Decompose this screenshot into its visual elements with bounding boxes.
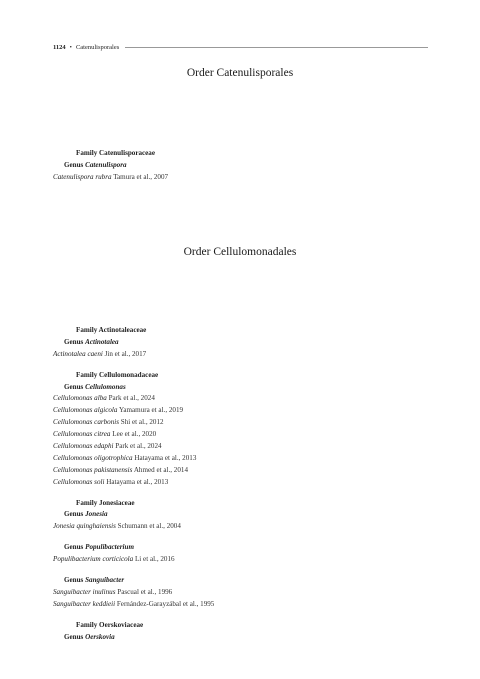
- species-entry: Cellulomonas edaphi Park et al., 2024: [53, 442, 162, 451]
- family-heading: Family Cellulomonadaceae: [76, 370, 159, 379]
- family-heading: Family Actinotaleaceae: [76, 326, 147, 334]
- species-entry: Actinotalea caeni Jin et al., 2017: [53, 349, 147, 358]
- page-number: 1124: [53, 43, 66, 51]
- header-rule: [125, 47, 428, 48]
- genus-heading: Genus Jonesia: [64, 510, 108, 519]
- species-entry: Cellulomonas alba Park et al., 2024: [53, 394, 155, 403]
- taxon-list-catenulisporales: [53, 148, 433, 184]
- species-entry: Cellulomonas pakistanensis Ahmed et al., 2014: [53, 465, 188, 474]
- genus-heading: Genus Oerskovia: [64, 632, 115, 641]
- running-header: [53, 42, 428, 52]
- species-entry: Sanguibacter keddieii Fernández-Garayzábal et al., 1995: [53, 599, 215, 608]
- genus-heading: Genus Populibacterium: [64, 543, 134, 552]
- family-heading: Family Catenulisporaceae: [76, 149, 156, 157]
- taxon-list-cellulomonadales: [53, 325, 433, 643]
- header-separator: •: [69, 43, 72, 51]
- species-entry: Cellulomonas oligotrophica Hatayama et al., 2013: [53, 453, 197, 462]
- species-entry: Populibacterium corticicola Li et al., 2016: [53, 555, 175, 564]
- species-entry: Sanguibacter inulinus Pascual et al., 1996: [53, 587, 173, 596]
- order-title: Order Cellulomonadales: [183, 246, 297, 258]
- family-heading: Family Oerskoviaceae: [76, 620, 144, 629]
- genus-heading: Genus Sanguibacter: [64, 576, 125, 585]
- species-entry: Jonesia quinghaiensis Schumann et al., 2004: [53, 522, 181, 531]
- species-entry: Cellulomonas citrea Lee et al., 2020: [53, 430, 157, 439]
- species-entry: Cellulomonas soli Hatayama et al., 2013: [53, 477, 169, 486]
- species-entry: Cellulomonas algicola Yamamura et al., 2019: [53, 406, 184, 415]
- genus-heading: Genus Cellulomonas: [64, 382, 126, 391]
- running-title: Catenulisporales: [75, 43, 120, 51]
- genus-heading: Genus Catenulispora: [64, 160, 127, 169]
- family-heading: Family Jonesiaceae: [76, 498, 135, 507]
- species-entry: Catenulispora rubra Tamura et al., 2007: [53, 172, 169, 181]
- genus-heading: Genus Actinotalea: [64, 337, 119, 346]
- order-title: Order Catenulisporales: [186, 67, 294, 79]
- species-entry: Cellulomonas carbonis Shi et al., 2012: [53, 418, 164, 427]
